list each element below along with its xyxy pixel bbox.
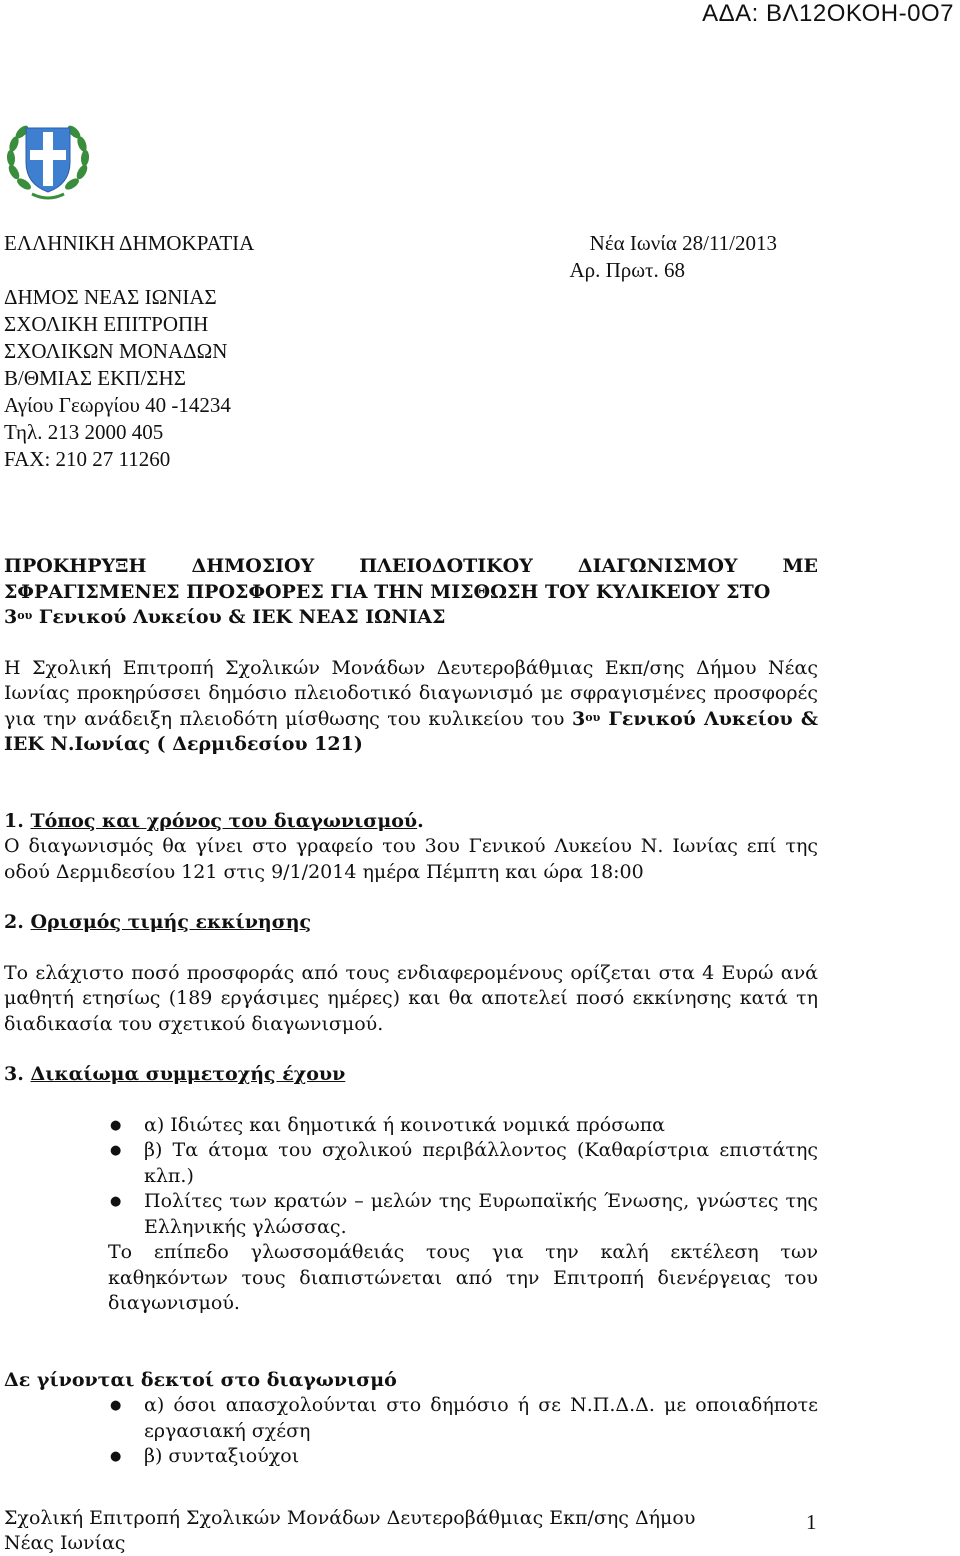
section-1-text: Ο διαγωνισμός θα γίνει στο γραφείο του 3ου Γενικού Λυκείου Ν. Ιωνίας επί της οδού Δερμιδεσίου 121 στις 9/1/2014 ημέρα Πέμπτη και ώρα 18:00 [4, 835, 818, 883]
section-2-text: Το ελάχιστο ποσό προσφοράς από τους ενδιαφερομένους ορίζεται στα 4 Ευρώ ανά μαθητή ετησίως (189 εργάσιμες ημέρες) και θα αποτελεί ποσό εκκίνησης κατά τη διαδικασία του σχετικού διαγωνισμού. [4, 961, 818, 1035]
exclusion-list [4, 1393, 818, 1470]
list-item: ● β) Τα άτομα του σχολικού περιβάλλοντος (Καθαρίστρια επιστάτης κλπ.) [144, 1138, 818, 1189]
sender-line: Αγίου Γεωργίου 40 -14234 [4, 393, 231, 417]
list-item: ● α) Ιδιώτες και δημοτικά ή κοινοτικά νομικά πρόσωπα [144, 1113, 818, 1139]
date-line: Νέα Ιωνία 28/11/2013 [589, 231, 777, 255]
protocol-number: Αρ. Πρωτ. 68 [569, 258, 685, 282]
page-number: 1 [806, 1510, 817, 1534]
sender-block [4, 230, 254, 473]
eligibility-list [4, 1113, 818, 1241]
page-footer: Σχολική Επιτροπή Σχολικών Μονάδων Δευτεροβάθμιας Εκπ/σης Δήμου Νέας Ιωνίας [4, 1507, 696, 1554]
sender-line: ΣΧΟΛΙΚΗ ΕΠΙΤΡΟΠΗ [4, 312, 209, 336]
document-title: ΠΡΟΚΗΡΥΞΗ ΔΗΜΟΣΙΟΥ ΠΛΕΙΟΔΟΤΙΚΟΥ ΔΙΑΓΩΝΙΣΜΟΥ ΜΕ ΣΦΡΑΓΙΣΜΕΝΕΣ ΠΡΟΣΦΟΡΕΣ ΓΙΑ ΤΗΝ ΜΙΣΘΩΣΗ ΤΟΥ ΚΥΛΙΚΕΙΟΥ ΣΤΟ $3^{o\upsilon}$ Γενικού Λυκείου & ΙΕΚ ΝΕΑΣ ΙΩΝΙΑΣ [4, 555, 818, 628]
sender-line: Τηλ. 213 2000 405 [4, 420, 164, 444]
sender-line: Β/ΘΜΙΑΣ ΕΚΠ/ΣΗΣ [4, 366, 186, 390]
sender-line: FAX: 210 27 11260 [4, 447, 171, 471]
sender-spacer [4, 257, 254, 284]
document-body [4, 554, 818, 1470]
section-3-heading: 3. Δικαίωμα συμμετοχής έχουν [4, 1063, 346, 1085]
list-item: ● Πολίτες των κρατών – μελών της Ευρωπαϊκής Ένωσης, γνώστες της Ελληνικής γλώσσας. [144, 1189, 818, 1240]
date-protocol-block [560, 230, 777, 284]
section-1-heading: 1. Τόπος και χρόνος του διαγωνισμού. [4, 809, 424, 832]
greek-coat-of-arms-icon [4, 114, 92, 202]
language-paragraph: Το επίπεδο γλωσσομάθειάς τους για την καλή εκτέλεση των καθηκόντων τους διαπιστώνεται από την Επιτροπή διενέργειας του διαγωνισμού. [108, 1241, 818, 1314]
sender-line: ΔΗΜΟΣ ΝΕΑΣ ΙΩΝΙΑΣ [4, 285, 217, 309]
section-4-heading: Δε γίνονται δεκτοί στο διαγωνισμό [4, 1368, 397, 1391]
section-2-heading: 2. Ορισμός τιμής εκκίνησης [4, 911, 312, 933]
ada-code: ΑΔΑ: ΒΛ12ΟΚΟΗ-0Ο7 [702, 0, 954, 27]
list-item: ● β) συνταξιούχοι [144, 1444, 818, 1470]
sender-line: ΣΧΟΛΙΚΩΝ ΜΟΝΑΔΩΝ [4, 339, 228, 363]
list-item: ● α) όσοι απασχολούνται στο δημόσιο ή σε Ν.Π.Δ.Δ. με οποιαδήποτε εργασιακή σχέση [144, 1393, 818, 1444]
sender-line: ΕΛΛΗΝΙΚΗ ΔΗΜΟΚΡΑΤΙΑ [4, 231, 255, 255]
intro-paragraph: Η Σχολική Επιτροπή Σχολικών Μονάδων Δευτεροβάθμιας Εκπ/σης Δήμου Νέας Ιωνίας προκηρύσσει δημόσιο πλειοδοτικό διαγωνισμό με σφραγισμένες προσφορές για την ανάδειξη πλειοδότη μίσθωσης του κυλικείου του $3^{o\upsilon}$ Γενικού Λυκείου & ΙΕΚ Ν.Ιωνίας ( Δερμιδεσίου 121) [4, 656, 818, 755]
